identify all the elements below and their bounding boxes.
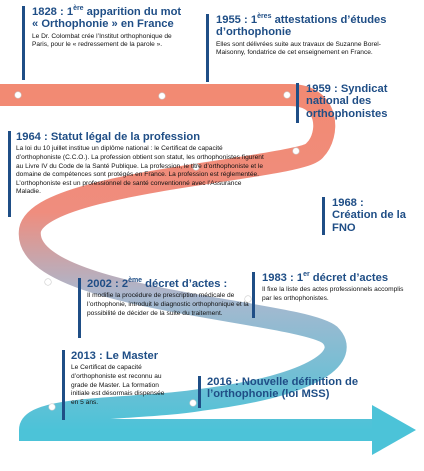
event-1964-desc: La loi du 10 juillet institue un diplôme national : le Certificat de capacité d’orthophoniste (C.C.O.). La profession obtient son statut, les orthophonistes figurent au Livre IV du Code de la Santé Publique. La profession, le titre d’orthophoniste et le domaine de compétences sont protégés en France. La profession est réglementée. L’orthophoniste est un professionnel de santé conventionné avec l’Assurance Maladie. — [16, 145, 264, 196]
event-1968 — [332, 197, 412, 234]
event-2002-title: 2002 : 2ème décret d’actes : — [87, 277, 228, 290]
event-2013-desc: Le Certificat de capacité d’orthophoniste est reconnu au grade de Master. La formation initiale est désormais dispensée en 5 ans. — [71, 364, 165, 406]
dot-1828 — [15, 92, 22, 99]
event-2013-bar — [62, 350, 65, 420]
event-1828 — [32, 6, 190, 50]
event-2016 — [207, 376, 407, 401]
road-arrow-head — [372, 405, 416, 455]
event-2013 — [71, 350, 171, 407]
dot-1955 — [159, 93, 166, 100]
event-1968-bar — [322, 197, 325, 235]
event-1959 — [306, 83, 416, 120]
dot-2002 — [45, 279, 52, 286]
event-1983-desc: Il fixe la liste des actes professionnels accomplis par les orthophonistes. — [262, 286, 404, 302]
event-2002-bar — [78, 278, 81, 338]
dot-2013 — [49, 404, 56, 411]
event-2002-desc: Il modifie la procédure de prescription médicale de l’orthophonie, introduit le diagnostic orthophonique et la possibilité de décider de la suite du traitement. — [87, 292, 249, 317]
dot-1959 — [284, 92, 291, 99]
event-1964-title: 1964 : Statut légal de la profession — [16, 131, 201, 143]
event-1955-desc: Elles sont délivrées suite aux travaux de Suzanne Borel-Maisonny, fondatrice de cet enseignement en France. — [216, 40, 381, 57]
event-1964-bar — [8, 131, 11, 217]
event-1959-bar — [296, 83, 299, 123]
event-1983 — [262, 272, 412, 304]
event-1983-title: 1983 : 1er décret d’actes — [262, 271, 389, 284]
event-1828-bar — [22, 6, 25, 80]
event-2016-bar — [198, 376, 201, 408]
event-1959-title: 1959 : Syndicat national des orthophonistes — [306, 83, 388, 120]
event-1955 — [216, 14, 394, 58]
event-1955-bar — [206, 14, 209, 82]
event-2002 — [87, 278, 255, 318]
event-1955-title: 1955 : 1ères attestations d’études d’orthophonie — [216, 13, 387, 39]
event-1968-title: 1968 : Création de la FNO — [332, 197, 406, 234]
event-1828-desc: Le Dr. Colombat crée l’Institut orthophonique de Paris, pour le « redressement de la parole ». — [32, 32, 172, 49]
event-2016-title: 2016 : Nouvelle définition de l’orthophonie (loi MSS) — [207, 376, 359, 401]
event-1964 — [16, 131, 268, 197]
event-1828-title: 1828 : 1ère apparition du mot « Orthophonie » en France — [32, 5, 182, 31]
dot-2016 — [190, 400, 197, 407]
event-2013-title: 2013 : Le Master — [71, 350, 159, 362]
dot-1968 — [293, 148, 300, 155]
